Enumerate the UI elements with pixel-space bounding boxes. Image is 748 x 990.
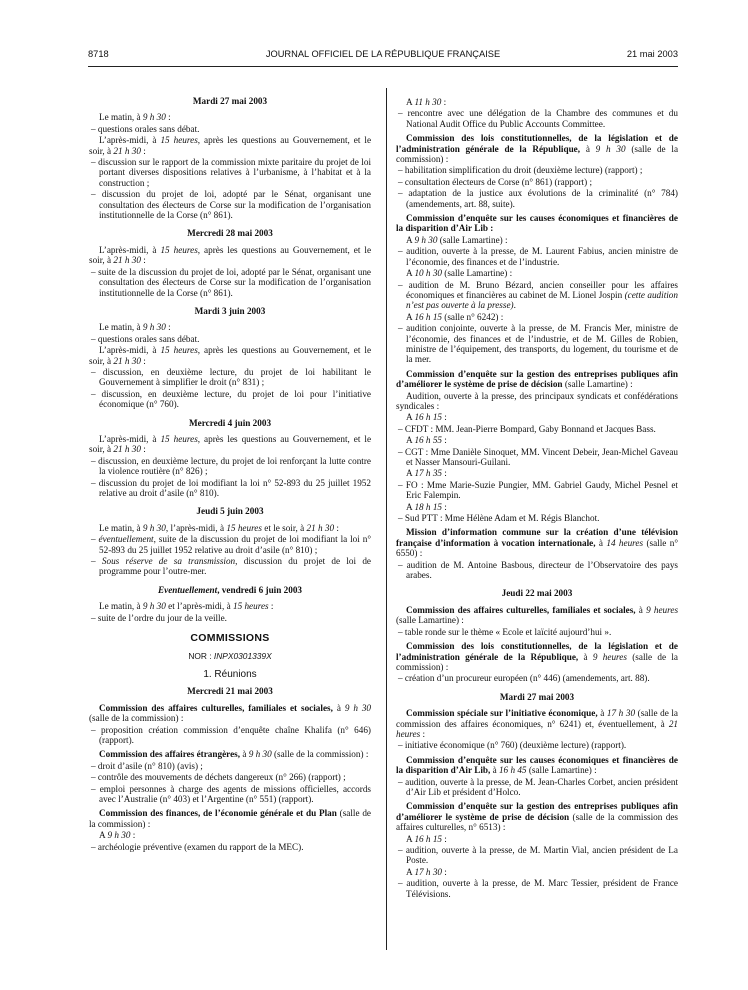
section-date-heading: Jeudi 5 juin 2003: [196, 506, 264, 517]
text-line: Le matin, à 9 h 30, l’après-midi, à 15 heures et le soir, à 21 h 30 :: [99, 522, 339, 533]
section-date-heading: Mardi 27 mai 2003: [192, 96, 268, 106]
list-item: – proposition création commission d’enquête chaîne Khalifa (n° 646) (rapport).: [91, 724, 371, 745]
list-item: – FO : Mme Marie-Suzie Pungier, MM. Gabriel Gaudy, Michel Pesnel et Eric Falempin.: [398, 479, 678, 501]
text-line: A 16 h 15 :: [406, 833, 447, 844]
list-item: – audition conjointe, ouverte à la presse, de M. Francis Mer, ministre de l’économie, des finances et de l’industrie, et de M. Gilles de Robien, ministre de l’équipement, des transports, du logement, du tourisme et de la mer.: [398, 323, 678, 365]
text-line: A 18 h 15 :: [406, 501, 447, 512]
text-line: Le matin, à 9 h 30 :: [99, 112, 171, 123]
list-item: – CFDT : MM. Jean-Pierre Bompard, Gaby Bonnand et Jacques Bass.: [398, 423, 656, 434]
list-item: – archéologie préventive (examen du rapport de la MEC).: [91, 841, 304, 852]
nor-reference: NOR : INPX0301339X: [188, 651, 272, 662]
text-line: Le matin, à 9 h 30 :: [99, 322, 171, 333]
list-item: – éventuellement, suite de la discussion du projet de loi modifiant la loi n° 52-893 du 25 juillet 1952 relative au droit d’asile (n° 810) ;: [91, 534, 371, 555]
section-date-heading: Mardi 27 mai 2003: [499, 691, 575, 702]
list-item: – initiative économique (n° 760) (deuxième lecture) (rapport).: [398, 740, 627, 751]
list-item: – Sud PTT : Mme Hélène Adam et M. Régis Blanchot.: [398, 513, 600, 524]
list-item: – questions orales sans débat.: [91, 123, 200, 134]
list-item: – questions orales sans débat.: [91, 333, 200, 344]
list-item: – droit d’asile (n° 810) (avis) ;: [91, 760, 203, 771]
text-line: A 16 h 15 :: [406, 412, 447, 423]
commission-heading: Commission d’enquête sur la gestion des entreprises publiques afin d’améliorer le système de prise de décision (salle de la commission des affaires culturelles, n° 6513) :: [396, 801, 678, 833]
list-item: – suite de la discussion du projet de loi, adopté par le Sénat, organisant une consultation des électeurs de Corse sur la modification de l’organisation institutionnelle de la Corse (n° 861).: [91, 266, 371, 298]
list-item: – discussion, en deuxième lecture, du projet de loi habilitant le Gouvernement à simplifier le droit (n° 831) ;: [91, 366, 371, 388]
section-date-heading: Mardi 3 juin 2003: [194, 305, 266, 316]
list-item: – discussion, en deuxième lecture, du projet de loi renforçant la lutte contre la violence routière (n° 826) ;: [91, 455, 371, 477]
text-line: L’après-midi, à 15 heures, après les questions au Gouvernement, et le soir, à 21 h 30 :: [89, 345, 372, 366]
commission-heading: Commission des lois constitutionnelles, de la législation et de l’administration générale de la République, à 9 h 30 (salle de la commission) :: [396, 133, 679, 165]
list-item: – table ronde sur le thème « Ecole et laïcité aujourd’hui ».: [398, 626, 612, 637]
section-date-heading: Jeudi 22 mai 2003: [501, 588, 573, 599]
section-date-heading: Mercredi 21 mai 2003: [187, 686, 273, 697]
page-header: [88, 49, 678, 63]
journal-title: JOURNAL OFFICIEL DE LA RÉPUBLIQUE FRANÇAISE: [265, 49, 501, 59]
list-item: – discussion du projet de loi, adopté par le Sénat, organisant une consultation des électeurs de Corse sur la modification de l’organisation institutionnelle de la Corse (n° 861).: [91, 189, 371, 221]
list-item: – audition de M. Bruno Bézard, ancien conseiller pour les affaires économiques et financières au cabinet de M. Lionel Jospin (cette audition n’est pas ouverte à la presse).: [398, 279, 678, 311]
commission-heading: Commission des affaires étrangères, à 9 h 30 (salle de la commission) :: [99, 749, 369, 760]
section-date-heading: Eventuellement, vendredi 6 juin 2003: [157, 584, 303, 595]
list-item: – contrôle des mouvements de déchets dangereux (n° 266) (rapport) ;: [91, 772, 346, 783]
text-line: A 9 h 30 :: [99, 830, 136, 841]
commission-heading: Commission d’enquête sur la gestion des entreprises publiques afin d’améliorer le système de prise de décision (salle Lamartine) :: [396, 368, 678, 390]
list-item: – audition, ouverte à la presse, de M. Laurent Fabius, ancien ministre de l’économie, des finances et de l’industrie.: [398, 246, 678, 267]
subsection-title: 1. Réunions: [203, 668, 257, 680]
list-item: – consultation électeurs de Corse (n° 861) (rapport) ;: [398, 176, 593, 187]
list-item: – discussion sur le rapport de la commission mixte paritaire du projet de loi portant diverses dispositions relatives à l’urbanisme, à l’habitat et à la construction ;: [91, 157, 371, 188]
issue-date: 21 mai 2003: [626, 49, 678, 59]
text-line: A 16 h 55 :: [406, 435, 447, 446]
list-item: – CGT : Mme Danièle Sinoquet, MM. Vincent Debeir, Jean-Michel Gaveau et Nasser Mansouri-Guilani.: [398, 446, 678, 467]
text-line: Audition, ouverte à la presse, des principaux syndicats et confédérations syndicales :: [396, 390, 678, 411]
section-date-heading: Mercredi 4 juin 2003: [188, 417, 272, 428]
left-column: [89, 96, 371, 853]
page-number: 8718: [88, 49, 109, 59]
text-line: A 10 h 30 (salle Lamartine) :: [406, 268, 513, 279]
list-item: – audition, ouverte à la presse, de M. Martin Vial, ancien président de La Poste.: [398, 845, 678, 866]
commission-heading: Commission des affaires culturelles, familiales et sociales, à 9 heures (salle Lamartine) :: [396, 604, 679, 626]
text-line: L’après-midi, à 15 heures, après les questions au Gouvernement, et le soir, à 21 h 30 :: [89, 135, 372, 156]
commission-heading: Commission d’enquête sur les causes économiques et financières de la disparition d’Air Lib :: [396, 213, 678, 234]
section-title: COMMISSIONS: [190, 632, 270, 645]
list-item: – habilitation simplification du droit (deuxième lecture) (rapport) ;: [398, 165, 643, 176]
list-item: – Sous réserve de sa transmission, discussion du projet de loi de programme pour l’outre-mer.: [91, 556, 371, 577]
column-divider: [386, 88, 387, 950]
list-item: – suite de l’ordre du jour de la veille.: [91, 612, 227, 623]
commission-heading: Commission des affaires culturelles, familiales et sociales, à 9 h 30 (salle de la commission) :: [89, 702, 372, 724]
text-line: A 16 h 15 (salle n° 6242) :: [406, 311, 504, 322]
commission-heading: Commission d’enquête sur les causes économiques et financières de la disparition d’Air Lib, à 16 h 45 (salle Lamartine) :: [396, 754, 678, 776]
list-item: – audition de M. Antoine Basbous, directeur de l’Observatoire des pays arabes.: [398, 559, 678, 581]
text-line: Le matin, à 9 h 30 et l’après-midi, à 15 heures :: [99, 601, 274, 612]
list-item: – audition, ouverte à la presse, de M. Marc Tessier, président de France Télévisions.: [398, 878, 678, 899]
text-line: L’après-midi, à 15 heures, après les questions au Gouvernement, et le soir, à 21 h 30 :: [89, 433, 372, 455]
commission-heading: Commission des lois constitutionnelles, de la législation et de l’administration générale de la République, à 9 heures (salle de la commission) :: [396, 641, 679, 672]
list-item: – emploi personnes à charge des agents de missions officielles, accords avec l’Australie (n° 403) et l’Argentine (n° 551) (rapport).: [91, 783, 371, 804]
commission-heading: Mission d’information commune sur la création d’une télévision française d’information à vocation internationale, à 14 heures (salle n° 6550) :: [396, 527, 678, 559]
commission-heading: Commission spéciale sur l’initiative économique, à 17 h 30 (salle de la commission des affaires économiques, n° 6241) et, éventuellement, à 21 heures :: [396, 708, 679, 739]
text-line: A 11 h 30 :: [406, 97, 447, 107]
list-item: – discussion, en deuxième lecture, du projet de loi pour l’initiative économique (n° 760).: [91, 388, 371, 410]
list-item: – discussion du projet de loi modifiant la loi n° 52-893 du 25 juillet 1952 relative au droit d’asile (n° 810).: [91, 477, 371, 498]
text-line: A 9 h 30 (salle Lamartine) :: [406, 234, 508, 245]
header-rule: [88, 66, 678, 67]
list-item: – création d’un procureur européen (n° 446) (amendements, art. 88).: [398, 673, 650, 684]
text-line: A 17 h 35 :: [406, 468, 447, 479]
section-date-heading: Mercredi 28 mai 2003: [187, 228, 273, 239]
text-line: A 17 h 30 :: [406, 866, 447, 877]
commission-heading: Commission des finances, de l’économie générale et du Plan (salle de la commission) :: [89, 808, 371, 829]
list-item: – rencontre avec une délégation de la Chambre des communes et du National Audit Office du Public Accounts Committee.: [398, 108, 678, 129]
text-line: L’après-midi, à 15 heures, après les questions au Gouvernement, et le soir, à 21 h 30 :: [89, 244, 372, 266]
right-column: [396, 96, 678, 900]
list-item: – adaptation de la justice aux évolutions de la criminalité (n° 784) (amendements, art. 88, suite).: [398, 188, 678, 209]
list-item: – audition, ouverte à la presse, de M. Jean-Charles Corbet, ancien président d’Air Lib et président d’Holco.: [398, 776, 678, 797]
